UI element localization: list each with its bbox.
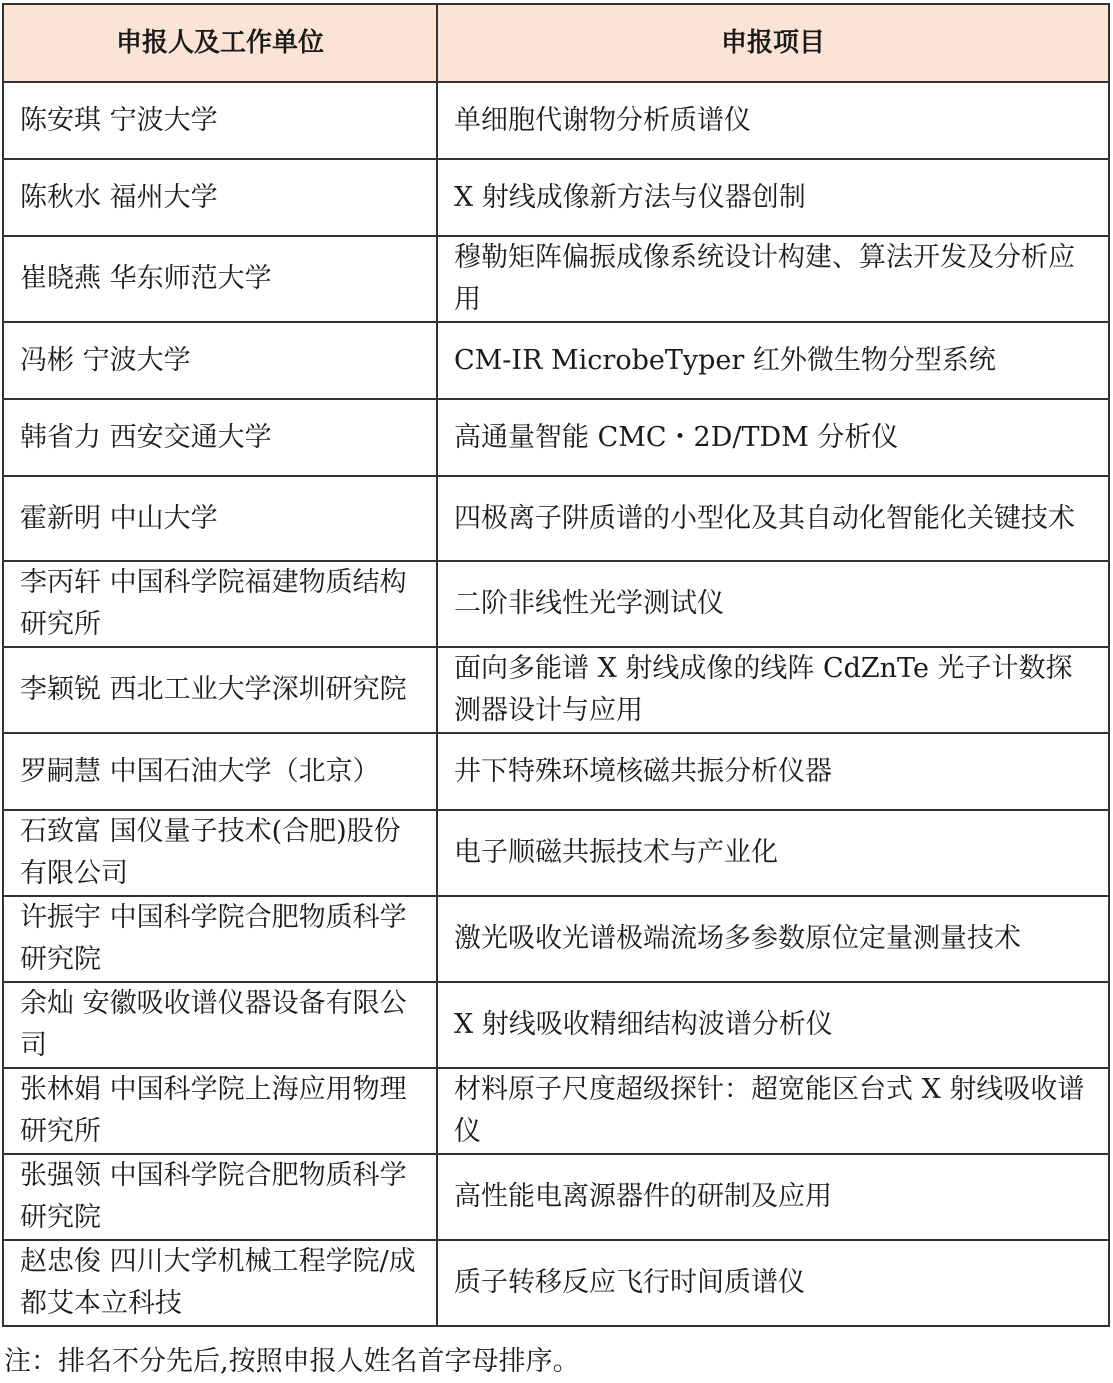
table-header-row	[3, 4, 1109, 82]
cell-project: 面向多能谱 X 射线成像的线阵 CdZnTe 光子计数探测器设计与应用	[437, 647, 1109, 733]
cell-applicant: 余灿 安徽吸收谱仪器设备有限公司	[3, 982, 437, 1068]
cell-applicant: 赵忠俊 四川大学机械工程学院/成都艾本立科技	[3, 1240, 437, 1326]
header-project: 申报项目	[437, 4, 1109, 82]
cell-project: 材料原子尺度超级探针：超宽能区台式 X 射线吸收谱仪	[437, 1068, 1109, 1154]
cell-applicant: 李颖锐 西北工业大学深圳研究院	[3, 647, 437, 733]
table-row	[3, 236, 1109, 322]
table-row	[3, 322, 1109, 399]
cell-project: 二阶非线性光学测试仪	[437, 561, 1109, 647]
table-row	[3, 647, 1109, 733]
cell-applicant: 罗嗣慧 中国石油大学（北京）	[3, 733, 437, 810]
header-applicant: 申报人及工作单位	[3, 4, 437, 82]
table-row	[3, 399, 1109, 476]
cell-applicant: 石致富 国仪量子技术(合肥)股份有限公司	[3, 810, 437, 896]
cell-applicant: 张林娟 中国科学院上海应用物理研究所	[3, 1068, 437, 1154]
table-row	[3, 810, 1109, 896]
cell-applicant: 崔晓燕 华东师范大学	[3, 236, 437, 322]
table-row	[3, 733, 1109, 810]
cell-applicant: 李丙轩 中国科学院福建物质结构研究所	[3, 561, 437, 647]
cell-applicant: 陈安琪 宁波大学	[3, 82, 437, 159]
table-row	[3, 1068, 1109, 1154]
table-row	[3, 896, 1109, 982]
table-row	[3, 82, 1109, 159]
cell-project: 井下特殊环境核磁共振分析仪器	[437, 733, 1109, 810]
table-row	[3, 1240, 1109, 1326]
table-row	[3, 982, 1109, 1068]
cell-project: X 射线成像新方法与仪器创制	[437, 159, 1109, 236]
cell-project: 穆勒矩阵偏振成像系统设计构建、算法开发及分析应用	[437, 236, 1109, 322]
cell-applicant: 冯彬 宁波大学	[3, 322, 437, 399]
table-row	[3, 1154, 1109, 1240]
cell-project: 高通量智能 CMC・2D/TDM 分析仪	[437, 399, 1109, 476]
cell-applicant: 陈秋水 福州大学	[3, 159, 437, 236]
cell-applicant: 许振宇 中国科学院合肥物质科学研究院	[3, 896, 437, 982]
cell-project: CM-IR MicrobeTyper 红外微生物分型系统	[437, 322, 1109, 399]
cell-project: 电子顺磁共振技术与产业化	[437, 810, 1109, 896]
cell-project: 四极离子阱质谱的小型化及其自动化智能化关键技术	[437, 476, 1109, 561]
table-row	[3, 476, 1109, 561]
table-row	[3, 561, 1109, 647]
cell-project: 激光吸收光谱极端流场多参数原位定量测量技术	[437, 896, 1109, 982]
table-row	[3, 159, 1109, 236]
cell-applicant: 张强领 中国科学院合肥物质科学研究院	[3, 1154, 437, 1240]
footnote: 注：排名不分先后,按照申报人姓名首字母排序。	[4, 1346, 580, 1377]
cell-project: X 射线吸收精细结构波谱分析仪	[437, 982, 1109, 1068]
cell-applicant: 韩省力 西安交通大学	[3, 399, 437, 476]
cell-project: 质子转移反应飞行时间质谱仪	[437, 1240, 1109, 1326]
cell-project: 高性能电离源器件的研制及应用	[437, 1154, 1109, 1240]
cell-applicant: 霍新明 中山大学	[3, 476, 437, 561]
applicant-table	[2, 3, 1110, 1327]
cell-project: 单细胞代谢物分析质谱仪	[437, 82, 1109, 159]
